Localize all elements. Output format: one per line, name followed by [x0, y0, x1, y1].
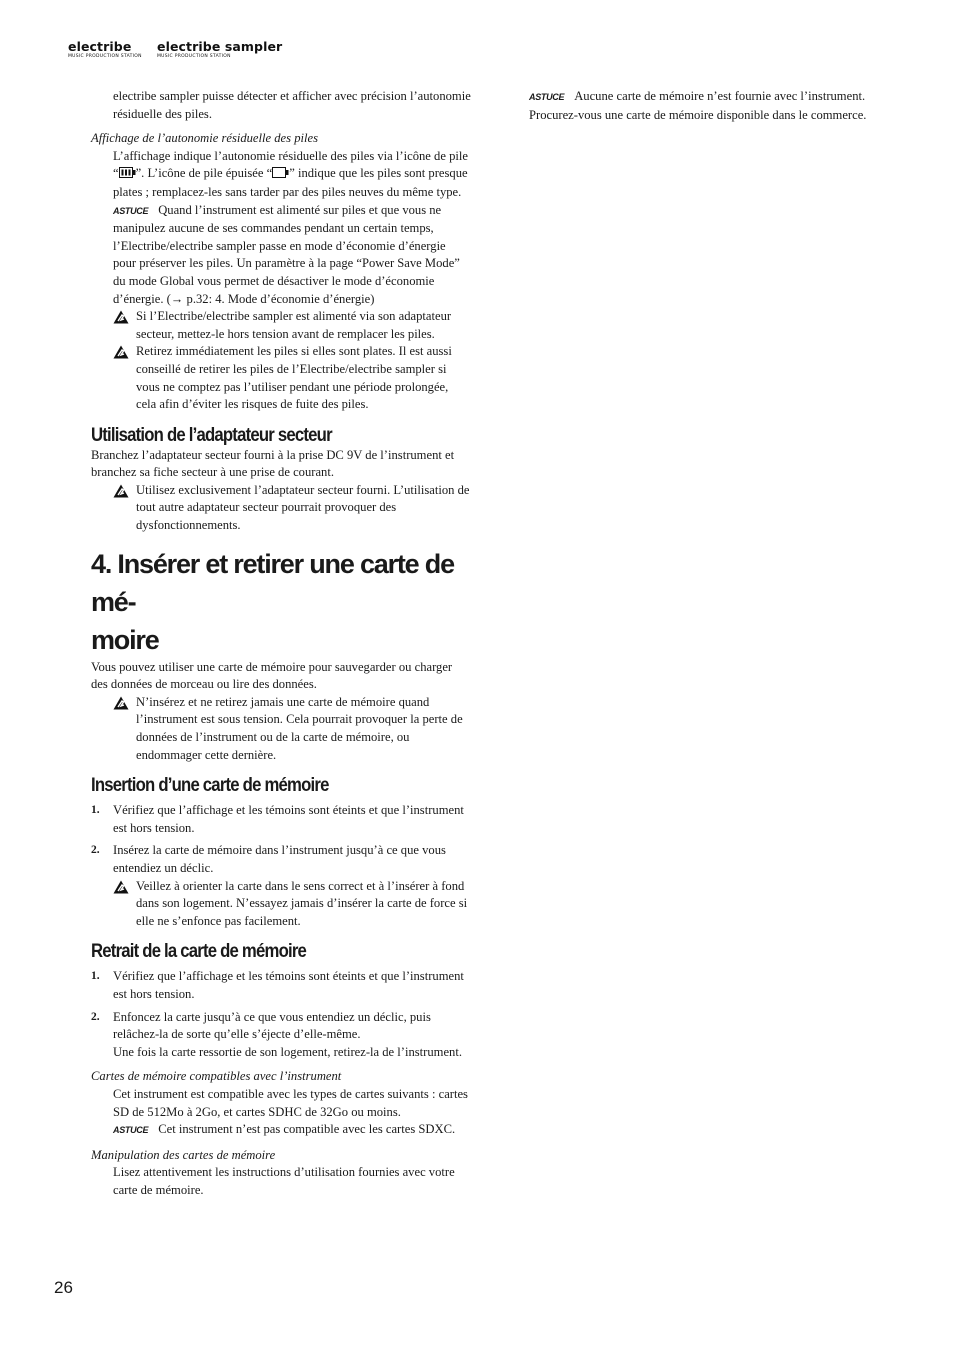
battery-text-2: ”. L’icône de pile épuisée “	[135, 166, 273, 181]
warning-note	[91, 308, 471, 343]
list-item	[91, 802, 471, 837]
tip-label: ASTUCE	[113, 1125, 149, 1136]
battery-text-1: L’affichage indique l’autonomie résiduelle des piles via l’icône de pile “	[113, 148, 468, 181]
warning-hand-icon	[113, 310, 129, 324]
warning-hand-icon	[113, 696, 129, 710]
battery-subheading: Affichage de l’autonomie résiduelle des piles	[91, 131, 318, 146]
warning-hand-icon	[113, 880, 129, 894]
list-item	[91, 1009, 471, 1062]
step-number: 2.	[91, 1010, 100, 1023]
right-column	[529, 88, 885, 124]
step-text: Insérez la carte de mémoire dans l’instrument jusqu’à ce que vous entendiez un déclic.	[113, 843, 446, 875]
insert-heading: Insertion d’une carte de mémoire	[91, 775, 329, 797]
compat-subheading: Cartes de mémoire compatibles avec l’instrument	[91, 1069, 342, 1084]
warning-hand-icon	[113, 484, 129, 498]
step-number: 1.	[91, 804, 100, 817]
list-item	[91, 968, 471, 1003]
step-number: 2.	[91, 844, 100, 857]
battery-empty-icon	[272, 166, 289, 184]
electribe-logo	[68, 40, 142, 59]
battery-paragraph	[91, 148, 471, 202]
electribe-sampler-logo	[157, 40, 282, 59]
tip-label: ASTUCE	[113, 205, 149, 216]
handling-paragraph: Lisez attentivement les instructions d’utilisation fournies avec votre carte de mémoire.	[113, 1165, 455, 1197]
battery-tip	[91, 202, 471, 309]
section-title-line: moire	[91, 624, 159, 655]
remove-heading: Retrait de la carte de mémoire	[91, 941, 307, 963]
adapter-heading: Utilisation de l’adaptateur secteur	[91, 424, 332, 446]
warning-hand-icon	[113, 345, 129, 359]
list-item	[91, 842, 471, 877]
warning-text: Veillez à orienter la carte dans le sens correct et à l’insérer à fond dans son logement. N’essayez jamais d’insérer la carte de force si elle ne s’enfonce pas facilement.	[136, 878, 468, 928]
warning-text: Retirez immédiatement les piles si elles sont plates. Il est aussi conseillé de retirer les piles de l’Electribe/electribe sampler si vous ne comptez pas l’utiliser pendant une période prolongée, cela afin d’éviter les risques de fuite des piles.	[136, 344, 452, 412]
logo-name: electribe sampler	[157, 39, 283, 54]
intro-paragraph: electribe sampler puisse détecter et afficher avec précision l’autonomie résiduelle des piles.	[113, 89, 471, 121]
tip-text: Quand l’instrument est alimenté sur piles et que vous ne manipulez aucune de ses commandes pendant un certain temps, l’Electribe/electribe sampler passe en mode d’économie d’énergie pour préserver les piles. Un paramètre à la page “Power Save Mode” du mode Global vous permet de désactiver le mode d’économie d’énergie. (→ p.32: 4. Mode d’économie d’énergie)	[113, 202, 460, 306]
logo-name: electribe	[68, 39, 132, 54]
warning-note	[91, 878, 471, 931]
tip-label: ASTUCE	[529, 92, 565, 102]
logo-tagline: MUSIC PRODUCTION STATION	[68, 54, 142, 59]
step-number: 1.	[91, 970, 100, 983]
step-note: Une fois la carte ressortie de son logement, retirez-la de l’instrument.	[113, 1044, 462, 1059]
section-title	[91, 545, 471, 659]
warning-text: Si l’Electribe/electribe sampler est alimenté via son adaptateur secteur, mettez-le hors tension avant de remplacer les piles.	[136, 309, 452, 341]
compat-tip	[91, 1121, 471, 1140]
section-title-line: 4. Insérer et retirer une carte de mé-	[91, 548, 454, 617]
battery-full-icon	[119, 166, 136, 184]
warning-text: Utilisez exclusivement l’adaptateur secteur fourni. L’utilisation de tout autre adaptateur secteur pourrait provoquer des dysfonctionnements.	[136, 482, 470, 533]
handling-subheading: Manipulation des cartes de mémoire	[91, 1147, 276, 1162]
warning-note	[91, 482, 471, 535]
warning-note	[91, 694, 471, 764]
section-paragraph: Vous pouvez utiliser une carte de mémoire pour sauvegarder ou charger des données de morceau ou lire des données.	[91, 659, 453, 692]
compat-paragraph: Cet instrument est compatible avec les types de cartes suivants : cartes SD de 512Mo à 2Go, et cartes SDHC de 32Go ou moins.	[113, 1086, 468, 1119]
logo-tagline: MUSIC PRODUCTION STATION	[157, 54, 231, 59]
battery-text-3: ” indique que les piles sont presque plates ; remplacez-les sans tarder par des piles neuves du même type.	[113, 166, 468, 199]
step-text: Vérifiez que l’affichage et les témoins sont éteints et que l’instrument est hors tension.	[113, 803, 464, 835]
warning-text: N’insérez et ne retirez jamais une carte de mémoire quand l’instrument est sous tension. Cela pourrait provoquer la perte de données de l’instrument ou de la carte de mémoire, ou endommager cette dernière.	[136, 694, 463, 762]
card-tip	[529, 88, 885, 124]
page-number: 26	[54, 1278, 73, 1297]
warning-note	[91, 343, 471, 413]
step-text: Enfoncez la carte jusqu’à ce que vous entendiez un déclic, puis relâchez-la de sorte qu’elle s’éjecte d’elle-même.	[113, 1009, 431, 1042]
adapter-paragraph: Branchez l’adaptateur secteur fourni à la prise DC 9V de l’instrument et branchez sa fiche secteur à une prise de courant.	[91, 447, 455, 480]
tip-text: Cet instrument n’est pas compatible avec les cartes SDXC.	[158, 1122, 456, 1137]
tip-text: Aucune carte de mémoire n’est fournie avec l’instrument. Procurez-vous une carte de mémoire disponible dans le commerce.	[529, 89, 867, 122]
left-column	[91, 88, 471, 1200]
step-text: Vérifiez que l’affichage et les témoins sont éteints et que l’instrument est hors tension.	[113, 969, 464, 1001]
